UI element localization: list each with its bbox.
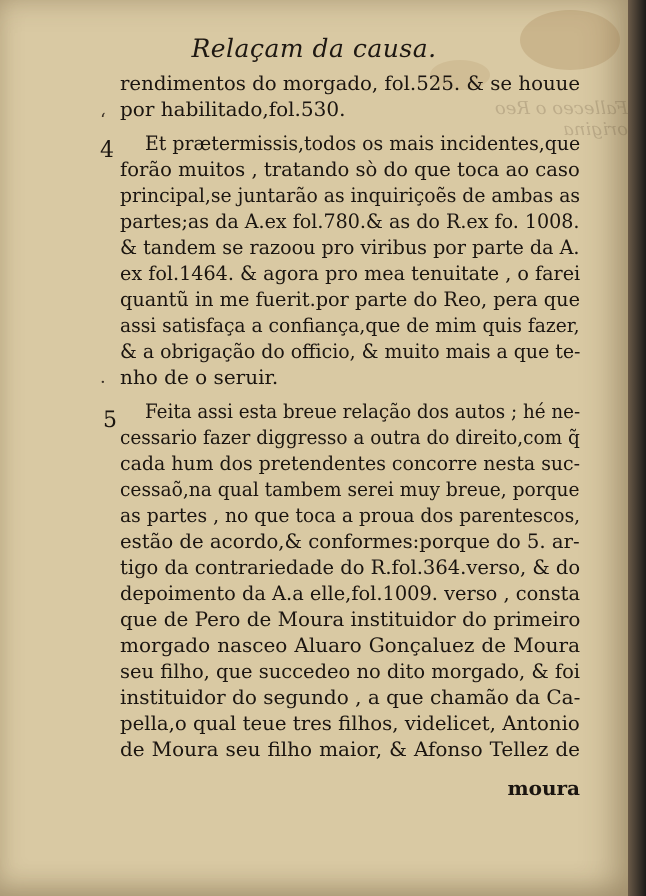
text-line: principal,se juntarão as inquiriçoẽs de ambas as [120,183,581,207]
paragraph-number: 4 [100,138,114,163]
text-line: as partes , no que toca a proua dos parentescos, [120,503,581,527]
text-line: assi satisfaça a confiança,que de mim quis fazer, [120,313,580,337]
text-line: & tandem se razoou pro viribus por parte da A. [120,235,580,259]
text-line: morgado nasceo Aluaro Gonçaluez de Moura [120,633,580,657]
text-line: seu filho, que succedeo no dito morgado, & foi [120,659,581,683]
margin-mark: · [100,372,106,393]
text-line: rendimentos do morgado, fol.525. & se houue [120,71,581,95]
running-head: Relaçam da causa. [191,34,437,63]
text-line: cessaõ,na qual tambem serei muy breue, porque [120,477,580,501]
text-line: estão de acordo,& conformes:porque do 5. ar- [120,529,580,553]
text-line: instituidor do segundo , a que chamão da Ca- [120,685,581,709]
text-line: forão muitos , tratando sò do que toca ao caso [120,157,580,181]
catchword: moura [507,776,580,800]
text-line: por habilitado,fol.530. [120,97,346,121]
text-line: partes;as da A.ex fol.780.& as do R.ex fo. 1008. [120,209,580,233]
text-line: quantũ in me fuerit.por parte do Reo, pera que [120,287,580,311]
text-line: ex fol.1464. & agora pro mea tenuitate , o farei [120,261,581,285]
text-line: Et prætermissis,todos os mais incidentes,que [145,131,581,155]
text-line: pella,o qual teue tres filhos, videlicet, Antonio [120,711,580,735]
text-line: nho de o seruir. [120,365,279,389]
book-spine [628,0,646,896]
bleed-through-text: Falleceo o Reo origina [494,98,628,140]
text-line: & a obrigação do officio, & muito mais a que te- [120,339,581,363]
text-line: cada hum dos pretendentes concorre nesta suc- [120,451,581,475]
text-line: Feita assi esta breue relação dos autos ; hé ne- [145,399,581,423]
paragraph-number: 5 [103,408,117,433]
text-line: de Moura seu filho maior, & Afonso Tellez de [120,737,580,761]
text-line: que de Pero de Moura instituidor do primeiro [120,607,581,631]
text-line: cessario fazer diggresso a outra do direito,com q̃ [120,425,580,449]
text-line: tigo da contrariedade do R.fol.364.verso, & do [120,555,581,579]
margin-mark: ‘ [100,110,106,131]
text-line: depoimento da A.a elle,fol.1009. verso , consta [120,581,581,605]
